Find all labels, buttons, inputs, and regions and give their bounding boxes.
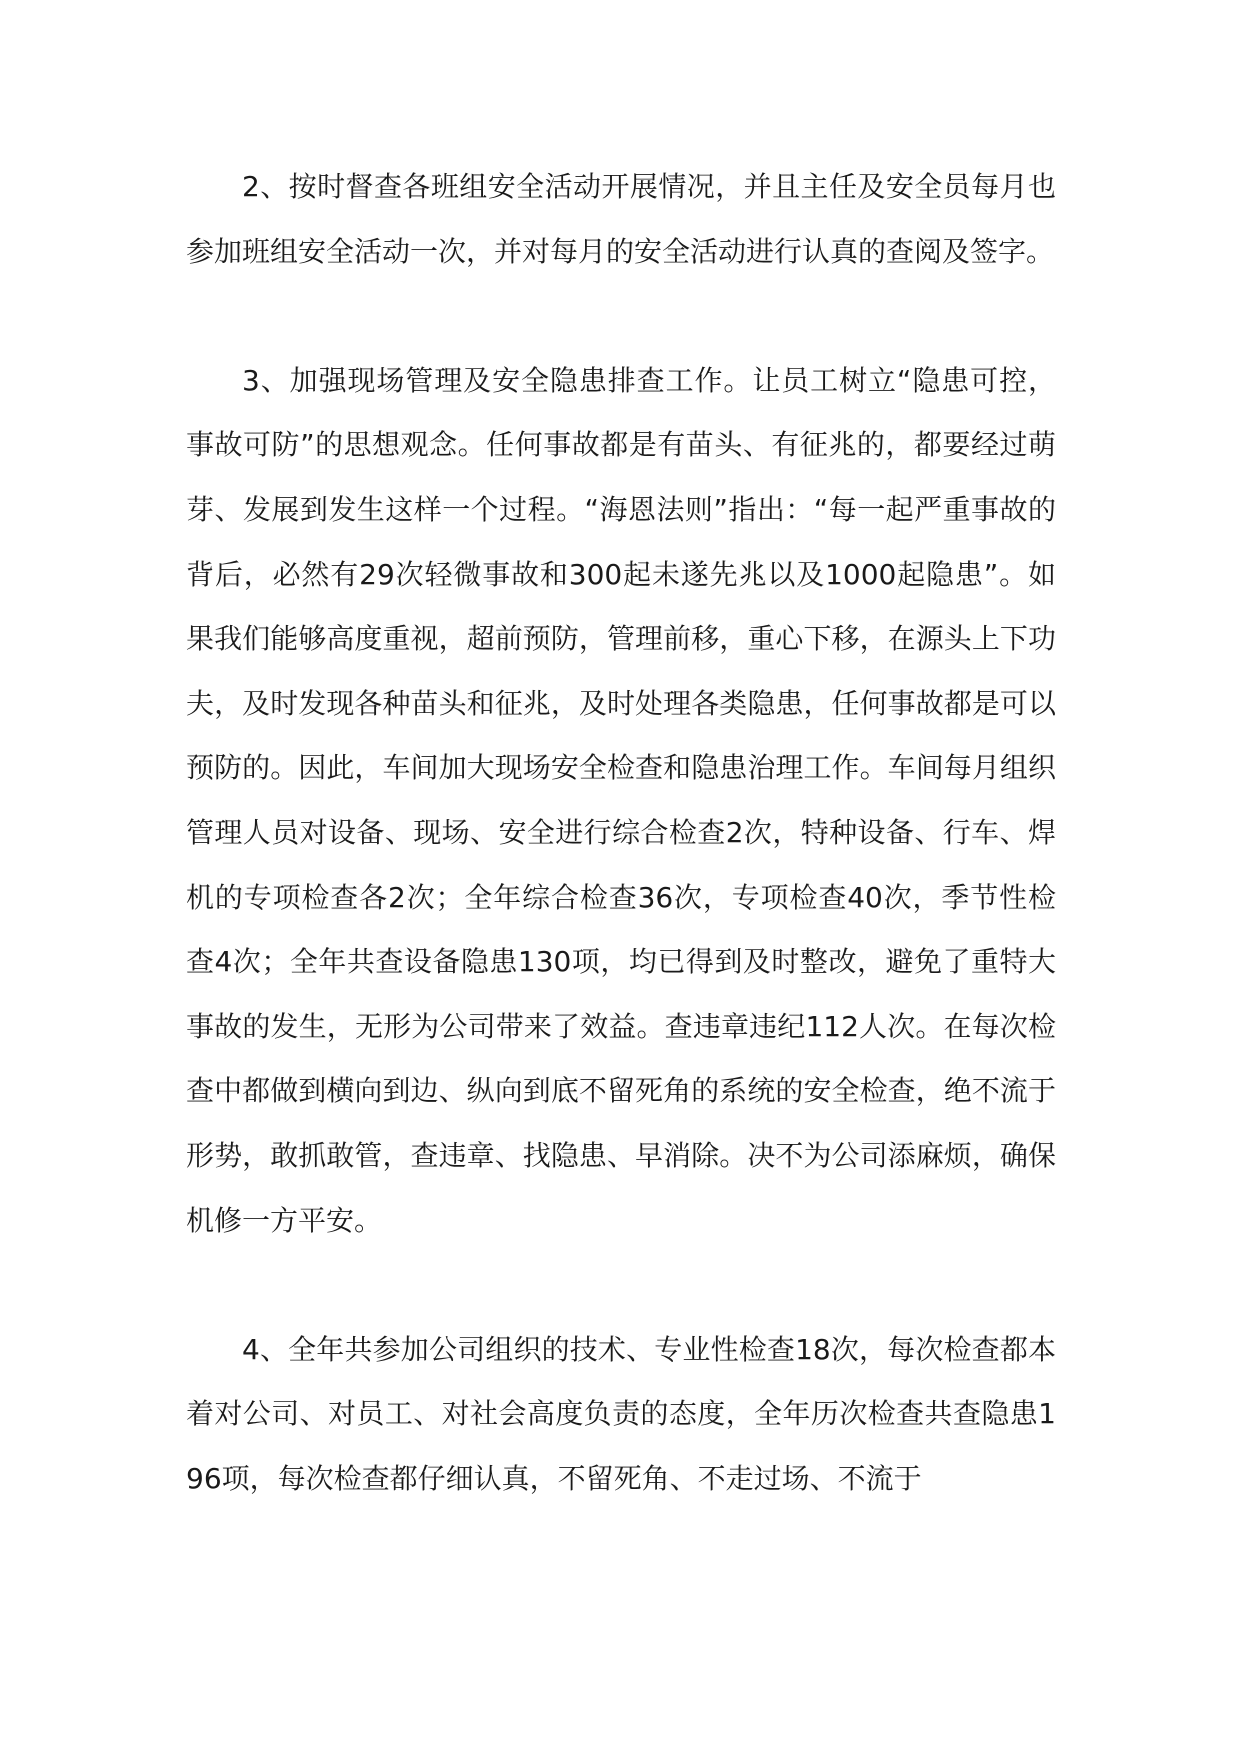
paragraph-2: 2、按时督查各班组安全活动开展情况，并且主任及安全员每月也参加班组安全活动一次，并对每月的安全活动进行认真的查阅及签字。 [186,170,1056,268]
paragraph-4: 4、全年共参加公司组织的技术、专业性检查18次，每次检查都本着对公司、对员工、对社会高度负责的态度，全年历次检查共查隐患196项，每次检查都仔细认真，不留死角、不走过场、不流于 [186,1332,1056,1495]
paragraph-spacer [186,1253,1056,1318]
paragraph-spacer [186,284,1056,349]
document-body [186,155,1056,1511]
paragraph-3: 3、加强现场管理及安全隐患排查工作。让员工树立“隐患可控，事故可防”的思想观念。任何事故都是有苗头、有征兆的，都要经过萌芽、发展到发生这样一个过程。“海恩法则”指出：“每一起严重事故的背后，必然有29次轻微事故和300起未遂先兆以及1000起隐患”。如果我们能够高度重视，超前预防，管理前移，重心下移，在源头上下功夫，及时发现各种苗头和征兆，及时处理各类隐患，任何事故都是可以预防的。因此，车间加大现场安全检查和隐患治理工作。车间每月组织管理人员对设备、现场、安全进行综合检查2次，特种设备、行车、焊机的专项检查各2次；全年综合检查36次，专项检查40次，季节性检查4次；全年共查设备隐患130项，均已得到及时整改，避免了重特大事故的发生，无形为公司带来了效益。查违章违纪112人次。在每次检查中都做到横向到边、纵向到底不留死角的系统的安全检查，绝不流于形势，敢抓敢管，查违章、找隐患、早消除。决不为公司添麻烦，确保机修一方平安。 [186,363,1056,1237]
